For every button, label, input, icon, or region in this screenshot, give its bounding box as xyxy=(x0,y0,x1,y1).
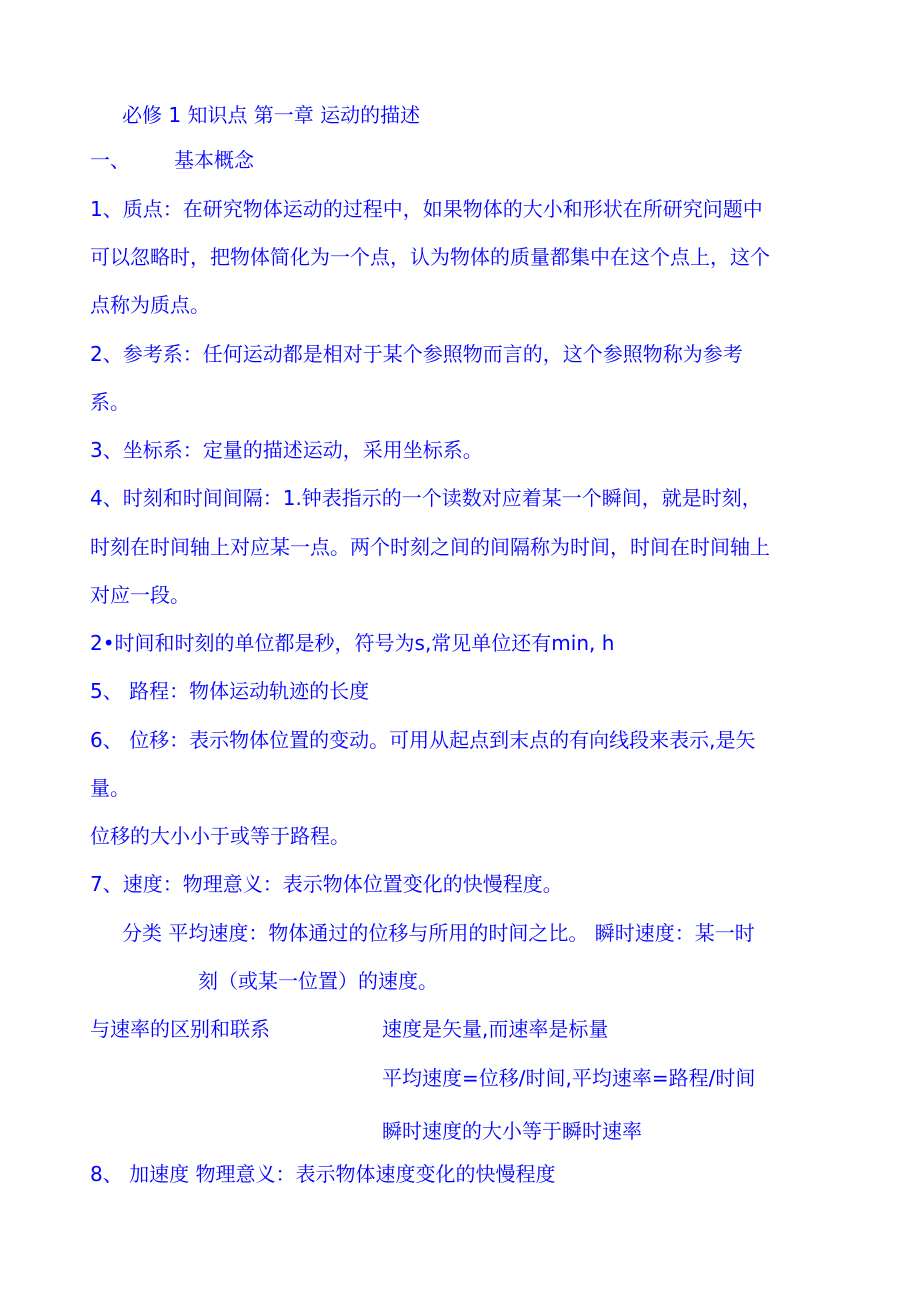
paragraph-line: 2、参考系：任何运动都是相对于某个参照物而言的，这个参照物称为参考 xyxy=(90,342,743,366)
paragraph-line: 分类 平均速度：物体通过的位移与所用的时间之比。 瞬时速度：某一时 xyxy=(122,921,755,945)
paragraph-line: 点称为质点。 xyxy=(90,293,210,317)
relation-item: 平均速度=位移/时间,平均速率=路程/时间 xyxy=(382,1066,756,1090)
paragraph-line: 刻（或某一位置）的速度。 xyxy=(198,969,438,993)
paragraph-line: 时刻在时间轴上对应某一点。两个时刻之间的间隔称为时间，时间在时间轴上 xyxy=(90,535,770,559)
paragraph-line: 量。 xyxy=(90,776,130,800)
paragraph-line: 6、 位移：表示物体位置的变动。可用从起点到末点的有向线段来表示,是矢 xyxy=(90,728,756,752)
page-title: 必修 1 知识点 第一章 运动的描述 xyxy=(122,103,421,127)
paragraph-line: 2•时间和时刻的单位都是秒，符号为s,常见单位还有min, h xyxy=(90,631,615,655)
paragraph-line: 5、 路程：物体运动轨迹的长度 xyxy=(90,679,370,703)
relation-item: 瞬时速度的大小等于瞬时速率 xyxy=(382,1119,642,1143)
paragraph-line: 系。 xyxy=(90,390,130,414)
paragraph-line: 7、速度：物理意义：表示物体位置变化的快慢程度。 xyxy=(90,872,563,896)
section-title: 基本概念 xyxy=(174,148,254,172)
section-number: 一、 xyxy=(90,148,130,172)
paragraph-line: 4、时刻和时间间隔：1.钟表指示的一个读数对应着某一个瞬间，就是时刻， xyxy=(90,486,762,510)
paragraph-line: 1、质点：在研究物体运动的过程中，如果物体的大小和形状在所研究问题中 xyxy=(90,197,763,221)
section-heading xyxy=(90,148,254,172)
relation-label: 与速率的区别和联系 xyxy=(90,1017,270,1041)
paragraph-line: 对应一段。 xyxy=(90,583,190,607)
paragraph-line: 可以忽略时，把物体简化为一个点，认为物体的质量都集中在这个点上，这个 xyxy=(90,245,770,269)
relation-item: 速度是矢量,而速率是标量 xyxy=(382,1017,609,1041)
paragraph-line: 3、坐标系：定量的描述运动，采用坐标系。 xyxy=(90,438,483,462)
paragraph-line: 8、 加速度 物理意义：表示物体速度变化的快慢程度 xyxy=(90,1162,556,1186)
paragraph-line: 位移的大小小于或等于路程。 xyxy=(90,824,350,848)
